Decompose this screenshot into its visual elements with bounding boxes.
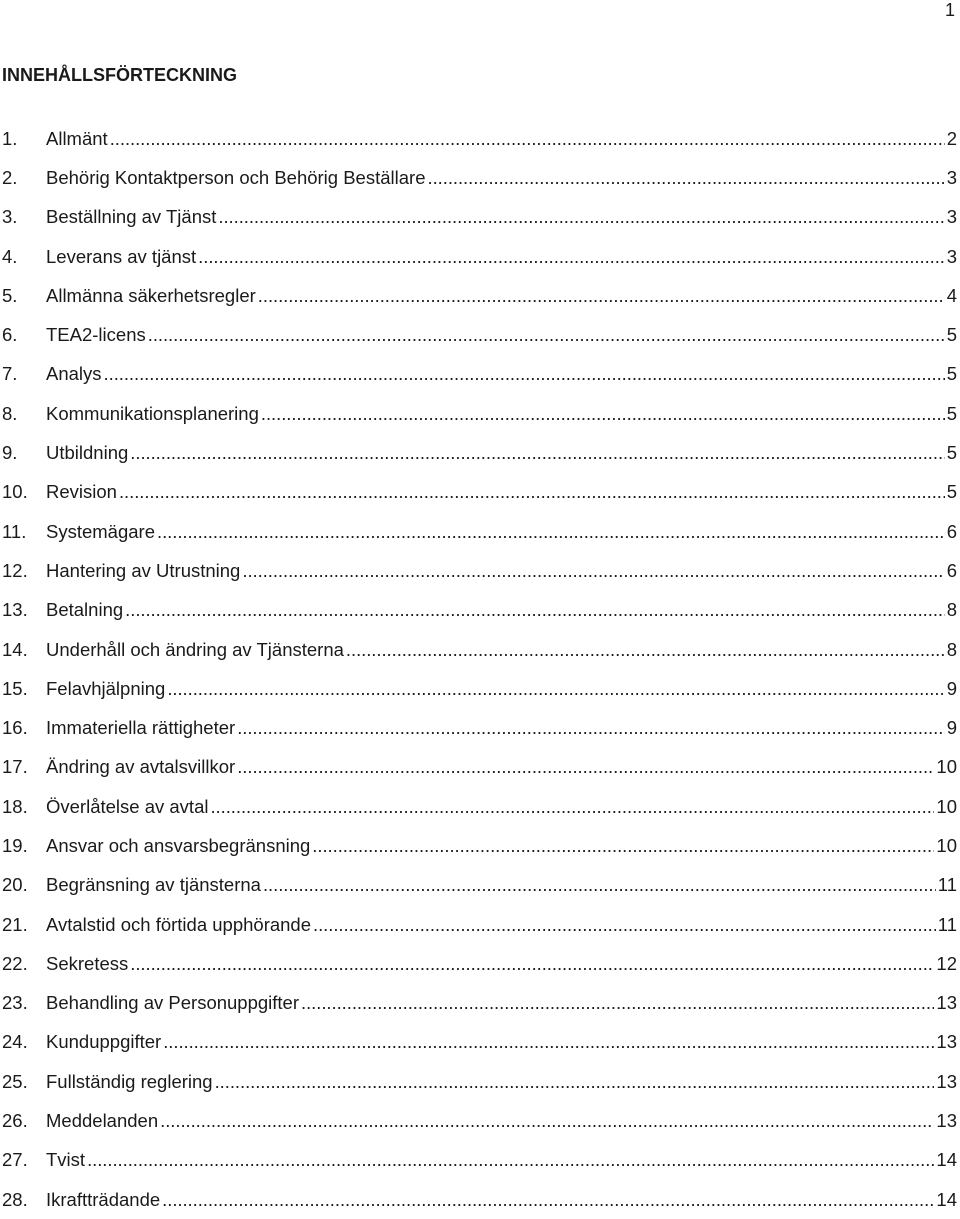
toc-entry[interactable] [0,708,960,747]
toc-entry-title[interactable]: Leverans av tjänst [46,245,197,267]
toc-entry-page: 5 [946,442,957,464]
toc-entry-page: 13 [936,992,957,1014]
toc-dot-leader [125,599,945,621]
toc-entry[interactable] [0,512,960,551]
toc-dot-leader [163,1031,934,1053]
toc-entry-title[interactable]: Avtalstid och förtida upphörande [46,913,312,935]
toc-entry-page: 3 [946,245,957,267]
toc-entry-page: 8 [946,599,957,621]
toc-dot-leader [160,1110,934,1132]
toc-entry-title[interactable]: Analys [46,363,102,385]
toc-entry-number: 5. [2,284,18,306]
toc-entry-page: 4 [946,284,957,306]
toc-entry-page: 14 [936,1149,957,1171]
toc-entry-title[interactable]: Immateriella rättigheter [46,717,236,739]
toc-dot-leader [312,835,934,857]
toc-entry-number: 26. [2,1110,28,1132]
toc-dot-leader [218,206,944,228]
toc-entry[interactable] [0,119,960,158]
toc-dot-leader [148,324,945,346]
toc-entry-page: 10 [936,795,957,817]
toc-entry[interactable] [0,237,960,276]
toc-entry-number: 11. [2,520,27,542]
toc-entry-title[interactable]: Tvist [46,1149,86,1171]
toc-entry-page: 13 [936,1031,957,1053]
toc-dot-leader [157,521,945,543]
toc-entry-page: 13 [936,1070,957,1092]
toc-entry[interactable] [0,473,960,512]
toc-entry[interactable] [0,158,960,197]
toc-entry-page: 5 [946,324,957,346]
toc-entry-number: 17. [2,756,28,778]
toc-entry[interactable] [0,748,960,787]
toc-dot-leader [237,717,945,739]
toc-dot-leader [258,285,945,307]
toc-entry-title[interactable]: Sekretess [46,952,129,974]
toc-entry-title[interactable]: Behandling av Personuppgifter [46,992,300,1014]
toc-list [0,119,960,1219]
toc-entry-page: 9 [946,717,957,739]
toc-entry-number: 19. [2,834,28,856]
toc-dot-leader [428,167,945,189]
toc-entry[interactable] [0,1101,960,1140]
toc-dot-leader [313,914,936,936]
toc-entry-number: 24. [2,1031,28,1053]
toc-entry-page: 6 [946,520,957,542]
toc-entry-page: 5 [946,363,957,385]
toc-entry-page: 6 [946,559,957,581]
toc-entry[interactable] [0,355,960,394]
toc-entry[interactable] [0,276,960,315]
toc-entry-title[interactable]: Beställning av Tjänst [46,206,217,228]
toc-entry[interactable] [0,1141,960,1180]
toc-entry-title[interactable]: Meddelanden [46,1110,159,1132]
toc-dot-leader [263,874,936,896]
toc-dot-leader [119,481,945,503]
toc-entry-number: 7. [2,363,18,385]
toc-entry-number: 20. [2,874,28,896]
toc-entry[interactable] [0,866,960,905]
toc-entry[interactable] [0,315,960,354]
toc-entry-page: 11 [937,874,957,896]
toc-entry[interactable] [0,630,960,669]
toc-entry[interactable] [0,433,960,472]
toc-dot-leader [110,128,945,150]
toc-entry-number: 3. [2,206,18,228]
toc-entry-number: 1. [2,127,18,149]
toc-entry-title[interactable]: Allmänt [46,127,108,149]
toc-entry-title[interactable]: Fullständig reglering [46,1070,213,1092]
toc-entry-number: 28. [2,1188,28,1210]
toc-entry[interactable] [0,1062,960,1101]
toc-entry-number: 23. [2,992,28,1014]
toc-entry-title[interactable]: Allmänna säkerhetsregler [46,284,256,306]
toc-entry-page: 14 [936,1188,957,1210]
toc-entry[interactable] [0,394,960,433]
toc-entry-title[interactable]: TEA2-licens [46,324,146,346]
toc-entry-number: 15. [2,677,28,699]
toc-entry-number: 2. [2,166,18,188]
toc-dot-leader [130,953,934,975]
toc-entry[interactable] [0,787,960,826]
toc-dot-leader [301,992,934,1014]
toc-dot-leader [130,442,944,464]
toc-entry-title[interactable]: Felavhjälpning [46,677,166,699]
toc-entry-number: 6. [2,324,18,346]
toc-entry[interactable] [0,198,960,237]
toc-entry-title[interactable]: Ikraftträdande [46,1188,161,1210]
toc-entry-title[interactable]: Överlåtelse av avtal [46,795,209,817]
toc-entry-number: 4. [2,245,18,267]
toc-entry-page: 5 [946,481,957,503]
toc-entry-number: 16. [2,717,28,739]
toc-entry-number: 22. [2,952,28,974]
toc-entry-title[interactable]: Kommunikationsplanering [46,402,259,424]
toc-entry-title[interactable]: Utbildning [46,442,129,464]
toc-dot-leader [198,246,945,268]
toc-entry-page: 2 [946,127,957,149]
toc-entry[interactable] [0,905,960,944]
toc-entry-page: 5 [946,402,957,424]
toc-entry-title[interactable]: Betalning [46,599,124,621]
toc-entry-title[interactable]: Underhåll och ändring av Tjänsterna [46,638,344,660]
toc-entry-number: 27. [2,1149,28,1171]
toc-dot-leader [87,1149,934,1171]
toc-entry-title[interactable]: Ändring av avtalsvillkor [46,756,236,778]
toc-entry-title[interactable]: Begränsning av tjänsterna [46,874,261,896]
toc-entry-page: 12 [936,952,957,974]
toc-entry-number: 10. [2,481,28,503]
toc-entry-title[interactable]: Revision [46,481,117,503]
toc-entry-page: 9 [946,677,957,699]
toc-dot-leader [242,560,944,582]
toc-entry-page: 3 [946,206,957,228]
page-number: 1 [944,0,955,20]
toc-entry-title[interactable]: Ansvar och ansvarsbegränsning [46,834,311,856]
toc-dot-leader [346,639,945,661]
toc-entry[interactable] [0,826,960,865]
toc-entry-title[interactable]: Systemägare [46,520,155,542]
toc-entry[interactable] [0,551,960,590]
toc-entry[interactable] [0,984,960,1023]
toc-dot-leader [261,403,945,425]
toc-dot-leader [215,1071,935,1093]
toc-dot-leader [162,1189,934,1211]
toc-entry-title[interactable]: Hantering av Utrustning [46,559,241,581]
toc-entry-title[interactable]: Behörig Kontaktperson och Behörig Beställare [46,166,426,188]
toc-entry-page: 13 [936,1110,957,1132]
toc-entry-number: 9. [2,442,18,464]
toc-entry-title[interactable]: Kunduppgifter [46,1031,162,1053]
toc-entry-number: 18. [2,795,28,817]
toc-entry[interactable] [0,1180,960,1219]
toc-entry-page: 10 [936,756,957,778]
toc-dot-leader [237,756,934,778]
toc-entry-number: 25. [2,1070,28,1092]
toc-entry[interactable] [0,944,960,983]
toc-entry-page: 11 [937,913,957,935]
toc-entry-page: 8 [946,638,957,660]
toc-entry-page: 10 [936,834,957,856]
toc-heading: INNEHÅLLSFÖRTECKNING [2,65,237,85]
toc-entry-page: 3 [946,166,957,188]
toc-dot-leader [210,796,934,818]
toc-entry[interactable] [0,669,960,708]
toc-entry-number: 12. [2,559,28,581]
toc-entry[interactable] [0,591,960,630]
toc-entry-number: 14. [2,638,28,660]
toc-dot-leader [104,363,945,385]
toc-entry-number: 21. [2,913,28,935]
toc-dot-leader [167,678,944,700]
toc-entry-number: 8. [2,402,18,424]
toc-entry-number: 13. [2,599,28,621]
toc-entry[interactable] [0,1023,960,1062]
